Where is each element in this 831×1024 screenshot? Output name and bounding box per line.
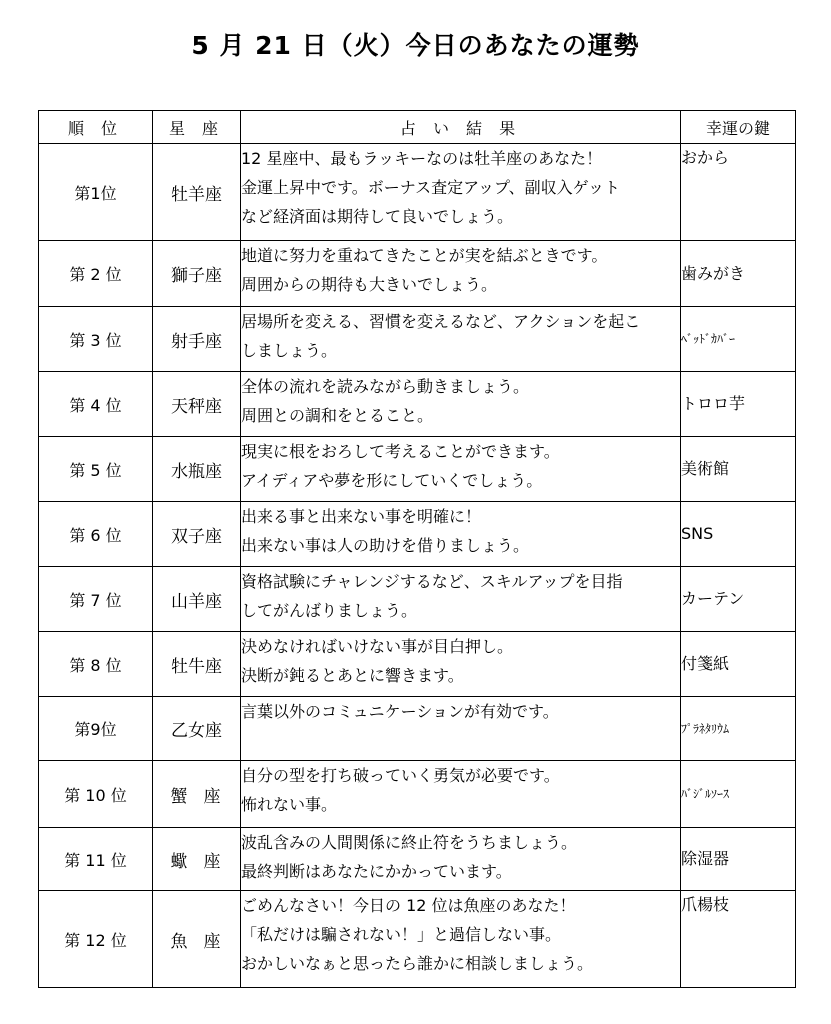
result-line: 自分の型を打ち破っていく勇気が必要です。	[241, 766, 560, 785]
rank-cell: 第 11 位	[39, 828, 153, 891]
result-line: ごめんなさい！今日の 12 位は魚座のあなた！	[241, 896, 576, 915]
rank-cell: 第 2 位	[39, 241, 153, 307]
rank-cell: 第 7 位	[39, 567, 153, 632]
lucky-key-cell: 美術館	[681, 437, 796, 502]
result-line: 出来ない事は人の助けを借りましょう。	[241, 536, 530, 555]
lucky-key-cell: 除湿器	[681, 828, 796, 891]
header-sign: 星 座	[153, 111, 241, 144]
result-line: 資格試験にチャレンジするなど、スキルアップを目指	[241, 572, 623, 591]
sign-cell: 魚座	[153, 891, 241, 988]
result-line: 決断が鈍るとあとに響きます。	[241, 666, 464, 685]
lucky-key-cell: 歯みがき	[681, 241, 796, 307]
result-line: 決めなければいけない事が目白押し。	[241, 637, 514, 656]
table-header-row	[39, 111, 796, 144]
rank-cell: 第 4 位	[39, 372, 153, 437]
table-row	[39, 372, 796, 437]
table-row	[39, 697, 796, 761]
table-row	[39, 891, 796, 988]
table-row	[39, 632, 796, 697]
result-line: アイディアや夢を形にしていくでしょう。	[241, 471, 543, 490]
result-cell	[241, 891, 681, 988]
result-line: 12 星座中、最もラッキーなのは牡羊座のあなた！	[241, 149, 603, 168]
lucky-key-cell: ﾊﾞｼﾞﾙｿｰｽ	[681, 761, 796, 828]
result-cell	[241, 144, 681, 241]
lucky-key-cell: SNS	[681, 502, 796, 567]
lucky-key-cell: ﾍﾞｯﾄﾞｶﾊﾞｰ	[681, 307, 796, 372]
rank-cell: 第 5 位	[39, 437, 153, 502]
result-cell	[241, 372, 681, 437]
result-line: してがんばりましょう。	[241, 601, 418, 620]
result-line: 波乱含みの人間関係に終止符をうちましょう。	[241, 833, 578, 852]
result-line: おかしいなぁと思ったら誰かに相談しましょう。	[241, 954, 594, 973]
sign-cell: 獅子座	[153, 241, 241, 307]
result-line: 「私だけは騙されない！」と過信しない事。	[241, 925, 562, 944]
result-cell	[241, 828, 681, 891]
rank-cell: 第 12 位	[39, 891, 153, 988]
table-row	[39, 144, 796, 241]
table-row	[39, 241, 796, 307]
rank-cell: 第 3 位	[39, 307, 153, 372]
rank-cell: 第 6 位	[39, 502, 153, 567]
sign-cell: 蟹座	[153, 761, 241, 828]
result-line: 出来る事と出来ない事を明確に！	[241, 507, 482, 526]
result-cell	[241, 502, 681, 567]
header-key: 幸運の鍵	[681, 111, 796, 144]
result-cell	[241, 567, 681, 632]
lucky-key-cell: カーテン	[681, 567, 796, 632]
lucky-key-cell: ﾌﾟﾗﾈﾀﾘｳﾑ	[681, 697, 796, 761]
result-cell	[241, 437, 681, 502]
lucky-key-cell: おから	[681, 144, 796, 241]
result-line: 言葉以外のコミュニケーションが有効です。	[241, 702, 559, 721]
table-row	[39, 502, 796, 567]
result-cell	[241, 697, 681, 761]
result-line: 周囲からの期待も大きいでしょう。	[241, 275, 498, 294]
sign-cell: 乙女座	[153, 697, 241, 761]
rank-cell: 第 10 位	[39, 761, 153, 828]
table-row	[39, 307, 796, 372]
header-result: 占 い 結 果	[241, 111, 681, 144]
table-row	[39, 828, 796, 891]
result-line: など経済面は期待して良いでしょう。	[241, 207, 514, 226]
result-line: 全体の流れを読みながら動きましょう。	[241, 377, 530, 396]
lucky-key-cell: 爪楊枝	[681, 891, 796, 988]
table-row	[39, 437, 796, 502]
result-line: 怖れない事。	[241, 795, 338, 814]
header-rank: 順 位	[39, 111, 153, 144]
sign-cell: 牡羊座	[153, 144, 241, 241]
sign-cell: 山羊座	[153, 567, 241, 632]
rank-cell: 第 8 位	[39, 632, 153, 697]
result-line: 最終判断はあなたにかかっています。	[241, 862, 512, 881]
sign-cell: 射手座	[153, 307, 241, 372]
lucky-key-cell: トロロ芋	[681, 372, 796, 437]
table-row	[39, 761, 796, 828]
sign-cell: 蠍座	[153, 828, 241, 891]
rank-cell: 第1位	[39, 144, 153, 241]
result-cell	[241, 241, 681, 307]
sign-cell: 牡牛座	[153, 632, 241, 697]
sign-cell: 天秤座	[153, 372, 241, 437]
result-line: 居場所を変える、習慣を変えるなど、アクションを起こ	[241, 312, 641, 331]
sign-cell: 双子座	[153, 502, 241, 567]
result-cell	[241, 307, 681, 372]
result-line: 現実に根をおろして考えることができます。	[241, 442, 560, 461]
fortune-table	[38, 110, 796, 988]
page-title: 5 月 21 日（火）今日のあなたの運勢	[191, 31, 640, 60]
result-cell	[241, 632, 681, 697]
result-cell	[241, 761, 681, 828]
result-line: 周囲との調和をとること。	[241, 406, 434, 425]
sign-cell: 水瓶座	[153, 437, 241, 502]
result-line: 金運上昇中です。ボーナス査定アップ、副収入ゲット	[241, 178, 621, 197]
table-row	[39, 567, 796, 632]
result-line: 地道に努力を重ねてきたことが実を結ぶときです。	[241, 246, 608, 265]
rank-cell: 第9位	[39, 697, 153, 761]
lucky-key-cell: 付箋紙	[681, 632, 796, 697]
result-line: しましょう。	[241, 341, 338, 360]
